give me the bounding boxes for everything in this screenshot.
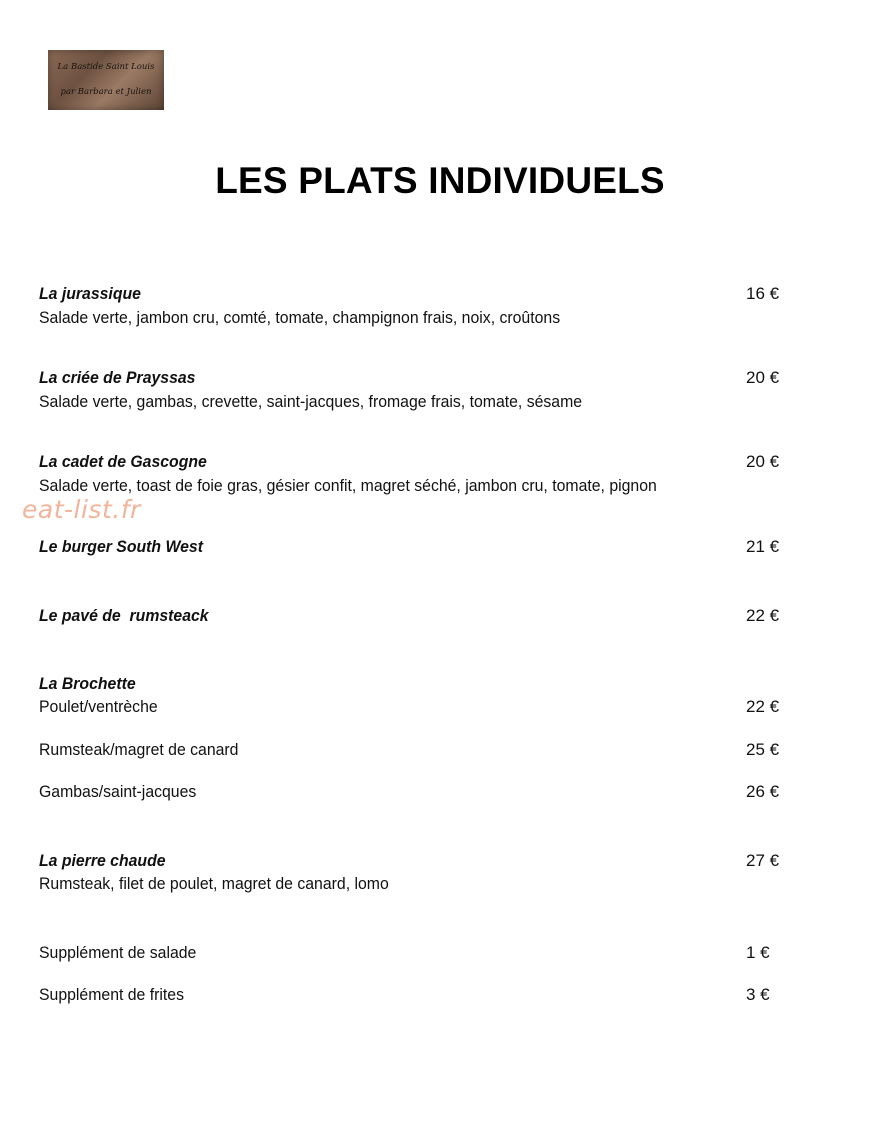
item-description-jurassique: Salade verte, jambon cru, comté, tomate, champignon frais, noix, croûtons [39, 308, 561, 327]
brochette-option: Poulet/ventrèche [39, 697, 158, 716]
item-name-jurassique: La jurassique [39, 284, 141, 303]
item-name-cadet: La cadet de Gascogne [39, 452, 207, 471]
brochette-name: La Brochette [39, 674, 136, 693]
supplement-frites-price: 3 € [746, 985, 770, 1004]
logo-line-2: par Barbara et Julien [60, 87, 152, 97]
item-price-burger: 21 € [746, 537, 780, 556]
item-price-jurassique: 16 € [746, 284, 780, 303]
item-price-pierre-chaude: 27 € [746, 851, 780, 870]
item-price-pave: 22 € [746, 606, 780, 625]
item-name-criee: La criée de Prayssas [39, 368, 196, 387]
brochette-option: Rumsteak/magret de canard [39, 740, 239, 759]
brochette-option-price: 25 € [746, 740, 780, 759]
restaurant-logo [48, 50, 164, 110]
item-name-burger: Le burger South West [39, 537, 203, 556]
item-description-criee: Salade verte, gambas, crevette, saint-jacques, fromage frais, tomate, sésame [39, 392, 583, 411]
item-name-pave: Le pavé de rumsteack [39, 606, 209, 625]
item-price-cadet: 20 € [746, 452, 780, 471]
supplement-salade-label: Supplément de salade [39, 943, 197, 962]
watermark: eat-list.fr [22, 495, 141, 524]
logo-line-1: La Bastide Saint Louis [57, 62, 155, 72]
item-description-cadet: Salade verte, toast de foie gras, gésier confit, magret séché, jambon cru, tomate, pignon [39, 476, 657, 495]
item-name-pierre-chaude: La pierre chaude [39, 851, 166, 870]
item-description-pierre-chaude: Rumsteak, filet de poulet, magret de canard, lomo [39, 874, 389, 893]
brochette-option-price: 26 € [746, 782, 780, 801]
supplement-frites-label: Supplément de frites [39, 985, 185, 1004]
item-price-criee: 20 € [746, 368, 780, 387]
brochette-option: Gambas/saint-jacques [39, 782, 197, 801]
brochette-option-price: 22 € [746, 697, 780, 716]
supplement-salade-price: 1 € [746, 943, 770, 962]
page-title: LES PLATS INDIVIDUELS [215, 160, 665, 201]
